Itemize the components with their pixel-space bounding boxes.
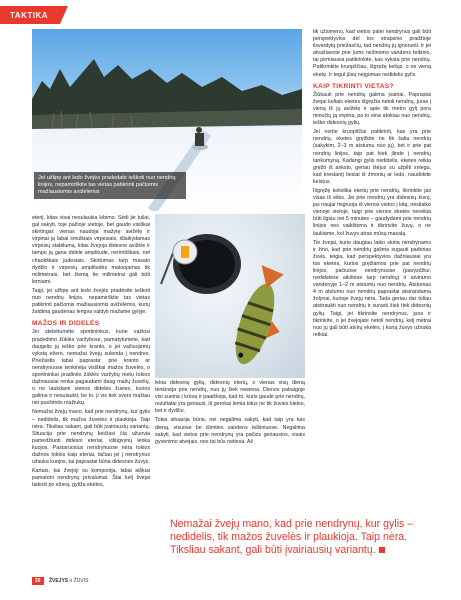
- pull-quote-text: Nemažai žvejų mano, kad prie nendrynų, kur gylis – nedidelis, tik mažos žuvelės ir plaukioja. Taip nėra. Tiksliau sakant, gali būti įvairiausių variantų.: [170, 518, 414, 556]
- paragraph: eteriį, kitas visai nesulaukia kibimo. Sėdi jie tuliai, gal sakyti, toje pačioje vietoje, bet gaudo visiškai skirtingai: vienas naudoja mažytę avižėlę ir virpinai ją labai smulkiais virpesiais, išlaikydamas virpesių stabilumą, kitas žvejoja didesne avižėle ir tampo ją gana didele amplitude, nerimtiškais, net chaotiškais judesiais. Skirtumas tarp masalo dydžio ir virpesių amplitudės matuojamas tik milimetrais, bet žiemą tie milimetrai gali būti lemiami.: [32, 215, 150, 285]
- section-heading: KAIP TIKRINTI VIETAS?: [313, 82, 394, 90]
- paragraph: Jei norite kruopščiai patikrinti, kas yra prie nendrių, eketes gręžkite ne tik šalia nendrių (sakykim, 2–3 m atstumu nuo jų), bet ir prie pat nendrių linijos, taip pat kiek įlinde į nendrių tankumyną. Kadangi gylis nedidelis, eketes reikia gręžti iš anksto, geriau išėjus su užpilti sniegu, kad krestantį tiesiai iš žmonių ar ledo, naudokite keistus.: [313, 129, 431, 185]
- paragraph: Tokia situacija būna, nei negalima sakyti, kad taip yra kas dieną, visuose be išimties vandens telkiniuose. Negalima sakyti, kad vietos prie nendrynų yra pačios geriausios, visais gyvenimo atvejais, nes tai būs netiesa. Aš: [155, 417, 305, 445]
- paragraph: Taigi, jei užlipę ant ledo žvejės pradėsite ieškoti nuo nendrių linijos, nepamirškite tas vietas patikrinti pačiomis mažiausiomis avižėlėmis, kurių žaidimą gaudėnas lengva valdyti mažame gylyje.: [32, 287, 150, 316]
- end-mark-icon: [379, 547, 385, 553]
- page-number: 26: [32, 577, 44, 585]
- magazine-brand: ŽVEJYS: [48, 578, 69, 584]
- section-tab: TAKTIKA: [0, 6, 60, 24]
- paragraph: Išgręžę keliolika eketių prie nendrių, tikrinkite jas visas iš eilės. Jei prie nendrių yra didesnių žuvų, jas naujai migruoja iš vienos vietos į kitą, nesilaiko vienoje vietoje, taigi prie vienos eketės nereikia būti ilgiau nei 5 minutes – gaudydami prie nendrių linijos nes vaikštoma ir tikrinsite žuvų, o ne laukiame, kol žuvys atras mūsų masalą.: [313, 187, 431, 237]
- paragraph: Jei stebėtumėte sportininkus, kurie važiosi pradedimo žūklės varžybose, pamatytumėte, kad daugelis jų ieško prie kranto, o jei važiuojamų vykstą ežere, nemažai žvejų sulenda į nendres. Priežastis labai paprasta: prie kranto ar nendrynuose tenkinėja visiškai mažos žuvelės, o sportininkai pradinės žūklės varžybų metu tokios dažniausiai renka pagaudami daug mažų žuvelių, o ne laukdami vienos didelės žuvies, kurios galima ir nesulaukti, be to, ji vis tiek svers mažiau nei pusšimtis mažiukų.: [32, 329, 150, 407]
- section-heading: MAŽOS IR DIDELĖS: [32, 320, 100, 328]
- paragraph: Tie žvejai, kurie daugiau laiko skiria nendrynams ir žino, kad prie nendrių galima sugauti padorias žuvis, teigia, kad perspektyvios dažniausiai yra tos eketės, kurios gręžiamos prie pat nendrių linijos, pačiuose nendrynuose (pavyzdžiui, nedidelėse aikštėse tarp nendrių) ir atviramo vandenyje 1–2 m atstumu nuo nendrių. Atstumas 4 m atstumu nuo nendrių paprastai atsirandama žolynai, kurioje žvejų nėra. Tada geriau dar toliau atsitraukti nuo nendrių ir surasti šiek tiek didesnių gylių. Taigi, jei tikrinsite nendrynus, juos ir tikrinkite, o jei žvejojate netoli nendrių, kelį metrai nuo jų gali būti atvirų eketės, į kurią žuvys užsuka retkiai.: [313, 239, 431, 338]
- photo-caption: Jei užlipę ant ledo žvejės pradedate ieškoti nuo nendrių linijos, nepamirškite tas vietas patikrinti pačiomis mažiausiomis avižėlėmis: [34, 172, 186, 199]
- column-right: [313, 29, 431, 341]
- page-footer: [32, 577, 88, 585]
- magazine-issue: ir ŽUVIS: [69, 578, 89, 584]
- paragraph: tik užsimenu, kad vietos palei nendrynus gali būti perspektyvios dėl tos strapsnio pradžioje ilsvardytų priežasčių, tad nendrių jų ignoruoti. Ir jei atvažiavote prie jums nežinomo vandens telkinio, tai pirmiausia patikrinkite, kas vyksta prie nendrių. Patikrinkite kruopščiau, išgręžę keliųs, o ne vieną eketę. Ir tegul jūsų neįgumas nedidelis gylis.: [313, 29, 431, 78]
- column-middle: [155, 380, 305, 448]
- paragraph: Kartais, kai žvejoji su komponija, labai aiškiai pamatoni nendrynų privalumai. Štai kelį žvejai taikoši po ežerą, gyliža ekėtes,: [32, 468, 150, 489]
- photo-ice-fishing: [155, 214, 305, 378]
- section-tab-corner: [60, 6, 68, 24]
- column-left: [32, 215, 150, 491]
- pull-quote: [170, 518, 440, 557]
- paragraph: Žiūkauti prie nendrių galima įvairiai. Paprastai žvejai keliais eketes išgręžia netoli nendrių, juras į vieną iš jų avižėlę ir apie tik metro gylį pora minučių ją virpina, po to eina atokiau nuo nendrių, ieško didesnių gylių.: [313, 91, 431, 127]
- paragraph: Nemažai žvejų mano, kad prie nendrynų, kur gylis – nedidelis, tik mažos žuvelės ir plaukioja. Taip nėra. Tiksliau sakant, gali būti įvairiausių variantų. Situacija prie nendrynų keičiasi čia užuovia pamedžiuoti didesni eteriai, viliūgvynų lenka kuojos. Pastaruosius nendrynuose nėra tokios dažnos tokios kaip eteriai, tačiau jei į nendrynus užsuka kuojos, tai paprastai būna didesnės žuvys.: [32, 409, 150, 466]
- paragraph: lekia didesnių gylių, didesnių eterių, o vienas visų dieną tenkinėja prie nendrų, nuo jų šiek neeiena. Dienos pabaigoje visi sueina į krūvą ir paaiškėja, kad to, kuris gaudė prie nendrių, rezultatai yra geriausi, iš gerokai lemia kitus ne tik žuvies kiekiu, bet ir dydžiu.: [155, 380, 305, 415]
